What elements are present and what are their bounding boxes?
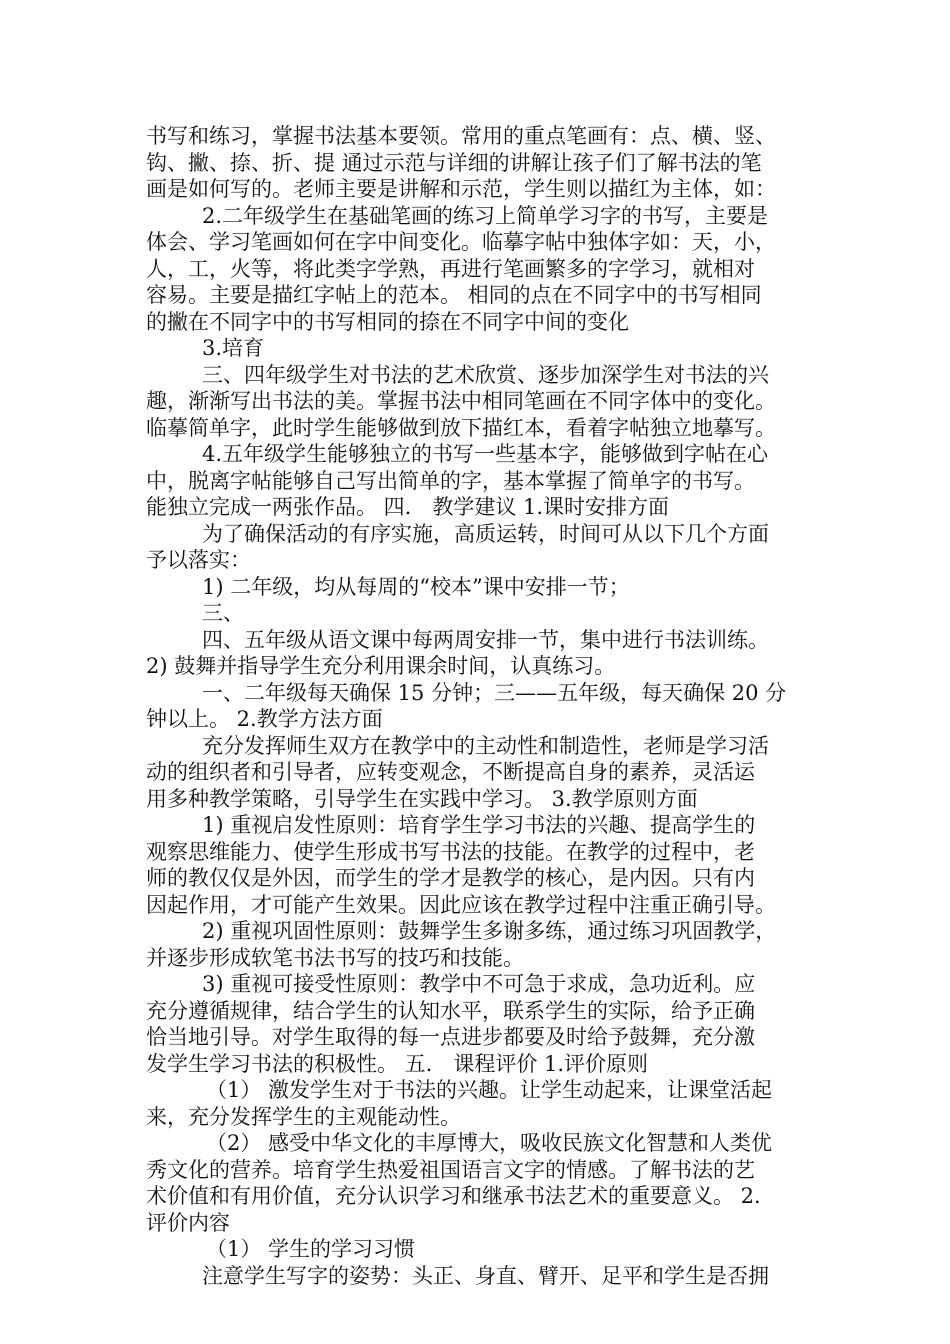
text-line: 予以落实： (146, 548, 251, 572)
text-line: 1) 二年级，均从每周的“校本”课中安排一节； (202, 574, 630, 599)
text-line: 2) 重视巩固性原则：鼓舞学生多谢多练，通过练习巩固教学， (202, 919, 777, 943)
text-line: 书写和练习，掌握书法基本要领。常用的重点笔画有：点、横、竖、 (146, 124, 776, 148)
text-line: 钟以上。 2.教学方法方面 (146, 707, 383, 731)
text-line: 发学生学习书法的积极性。 五. 课程评价 1.评价原则 (146, 1051, 649, 1076)
text-line: 恰当地引导。对学生取得的每一点进步都要及时给予鼓舞，充分激 (146, 1025, 755, 1049)
text-line: 动的组织者和引导者，应转变观念，不断提高自身的素养，灵活运 (146, 760, 755, 784)
text-line: 充分发挥师生双方在教学中的主动性和制造性，老师是学习活 (202, 733, 769, 758)
text-line: 2.二年级学生在基础笔画的练习上简单学习字的书写，主要是 (202, 203, 769, 228)
text-line: 来，充分发挥学生的主观能动性。 (146, 1104, 461, 1129)
text-line: 为了确保活动的有序实施，高质运转，时间可从以下几个方面 (202, 521, 769, 546)
text-line: 的撇在不同字中的书写相同的捺在不同字中间的变化 (146, 309, 629, 334)
text-line: 4.五年级学生能够独立的书写一些基本字，能够做到字帖在心 (202, 442, 769, 466)
text-line: 3.培育 (202, 336, 265, 360)
text-line: 人，工，火等，将此类字学熟，再进行笔画繁多的字学习，就相对 (146, 256, 755, 281)
text-line: 趣，渐渐写出书法的美。掌握书法中相同笔画在不同字体中的变化。 (146, 389, 776, 413)
document-body (146, 123, 816, 1289)
text-line: 临摹简单字，此时学生能够做到放下描红本，看着字帖独立地摹写。 (146, 415, 776, 440)
text-line: 评价内容 (146, 1210, 230, 1235)
text-line: （1） 学生的学习习惯 (206, 1237, 416, 1261)
text-line: 1) 重视启发性原则：培育学生学习书法的兴趣、提高学生的 (202, 813, 756, 837)
text-line: 三、四年级学生对书法的艺术欣赏、逐步加深学生对书法的兴 (202, 362, 769, 387)
text-line: 容易。主要是描红字帖上的范本。 相同的点在不同字中的书写相同 (146, 283, 762, 307)
text-line: 能独立完成一两张作品。 四. 教学建议 1.课时安排方面 (146, 495, 670, 519)
text-line: 因起作用，才可能产生效果。因此应该在教学过程中注重正确引导。 (146, 892, 776, 917)
text-line: 秀文化的营养。培育学生热爱祖国语言文字的情感。了解书法的艺 (146, 1157, 755, 1182)
text-line: 四、五年级从语文课中每两周安排一节，集中进行书法训练。 (202, 627, 769, 652)
text-line: 2) 鼓舞并指导学生充分利用课余时间，认真练习。 (146, 654, 616, 678)
text-line: 3) 重视可接受性原则：教学中不可急于求成，急功近利。应 (202, 972, 756, 996)
text-line: 用多种教学策略，引导学生在实践中学习。 3.教学原则方面 (146, 786, 698, 811)
text-line: 画是如何写的。老师主要是讲解和示范，学生则以描红为主体，如： (146, 177, 776, 201)
text-line: 注意学生写字的姿势：头正、身直、臂开、足平和学生是否拥 (202, 1263, 769, 1288)
text-line: 钩、撇、捺、折、提 通过示范与详细的讲解让孩子们了解书法的笔 (146, 150, 762, 175)
text-line: 观察思维能力、使学生形成书写书法的技能。在教学的过程中，老 (146, 839, 755, 864)
text-line: 一、二年级每天确保 15 分钟；三——五年级，每天确保 20 分 (202, 680, 787, 705)
text-line: 并逐步形成软笔书法书写的技巧和技能。 (146, 945, 524, 970)
text-line: 术价值和有用价值，充分认识学习和继承书法艺术的重要意义。 2. (146, 1184, 761, 1208)
text-line: 中，脱离字帖能够自己写出简单的字，基本掌握了简单字的书写。 (146, 468, 755, 493)
text-line: 体会、学习笔画如何在字中间变化。临摹字帖中独体字如：天，小， (146, 230, 776, 254)
text-line: （1） 激发学生对于书法的兴趣。让学生动起来，让课堂活起 (206, 1078, 773, 1102)
text-line: （2） 感受中华文化的丰厚博大，吸收民族文化智慧和人类优 (206, 1131, 773, 1155)
text-line: 充分遵循规律，结合学生的认知水平，联系学生的实际，给予正确 (146, 998, 755, 1023)
text-line: 师的教仅仅是外因，而学生的学才是教学的核心，是内因。只有内 (146, 866, 755, 890)
text-line: 三、 (202, 601, 244, 625)
